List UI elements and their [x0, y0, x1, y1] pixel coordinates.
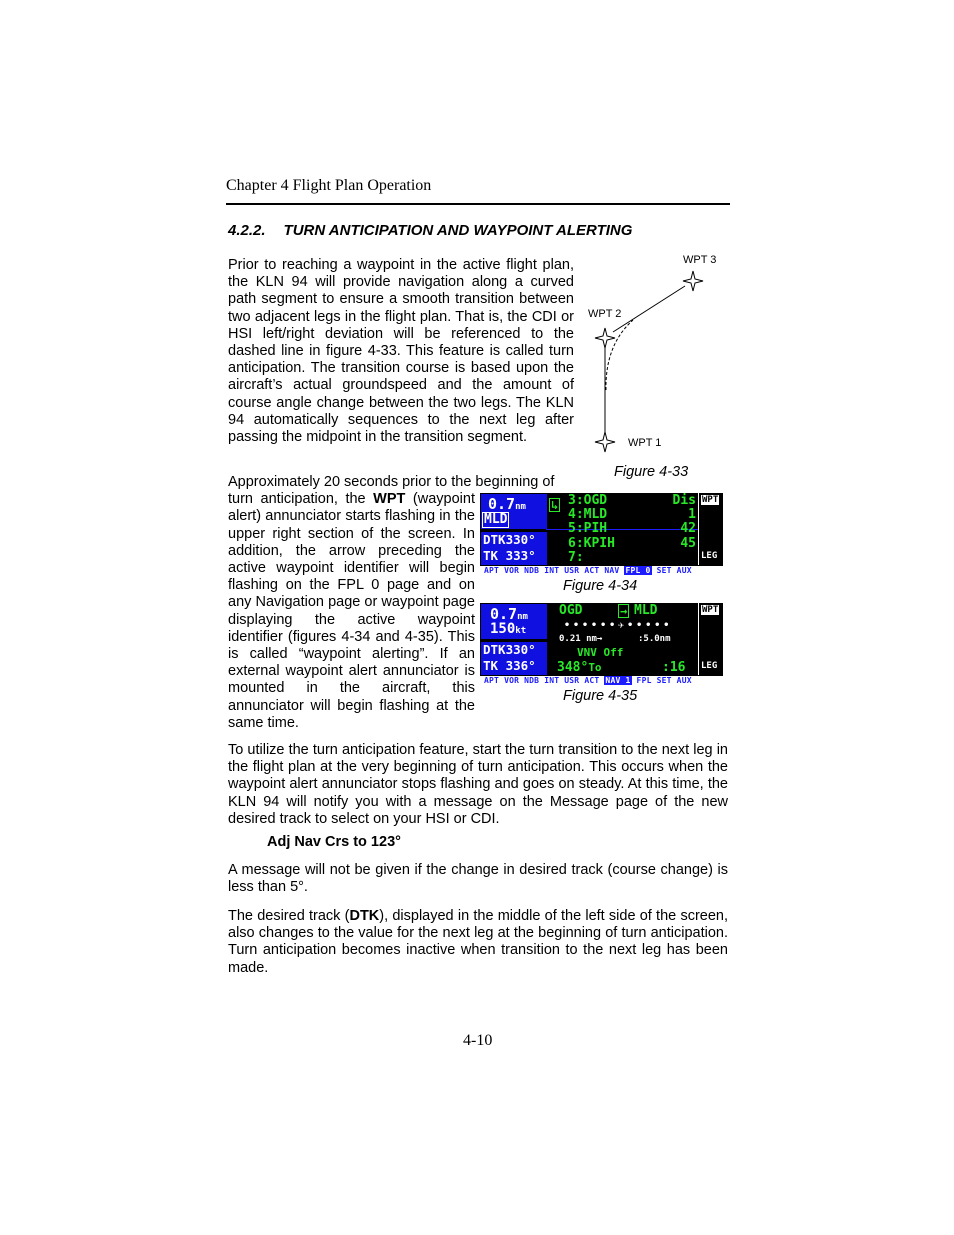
row-num: 6 [568, 535, 576, 551]
waypoint-star-icon [683, 271, 703, 291]
paragraph-2-text-a: turn anticipation, the [228, 491, 374, 508]
row-ident: MLD [583, 507, 608, 523]
from-waypoint: OGD [559, 603, 583, 618]
page-number: 4-10 [463, 1032, 493, 1049]
paragraph-2-first-line: Approximately 20 seconds prior to the beginning of [228, 474, 555, 490]
section-number: 4.2.2. [228, 222, 266, 239]
paragraph-5-text-a: The desired track ( [228, 908, 350, 924]
leg-line-2-3 [613, 286, 685, 332]
row-value: 1 [688, 507, 696, 523]
paragraph-4: A message will not be given if the change in desired track (course change) is less than 5°. [228, 862, 728, 896]
distance-unit: nm [515, 502, 526, 512]
page-bar-end: SET AUX [656, 566, 692, 575]
to-flag: To [588, 661, 602, 674]
section-title: TURN ANTICIPATION AND WAYPOINT ALERTING [283, 222, 633, 239]
cdi-scale: ••••••✈••••• [564, 620, 673, 631]
flashing-arrow-icon: ↳ [551, 498, 559, 512]
leg-annunciator: LEG [701, 551, 718, 561]
row-value: 42 [680, 521, 696, 537]
page-bar-active: NAV 1 [605, 676, 631, 685]
page-bar-items: APT VOR NDB INT USR ACT [484, 676, 600, 685]
figure-4-33-diagram [585, 250, 725, 460]
arrow-right-icon: → [596, 634, 603, 644]
wpt-term: WPT [373, 491, 406, 508]
row-value: 45 [680, 535, 696, 551]
dtk-readout: DTK330° [483, 642, 536, 657]
page-bar-end: FPL SET AUX [636, 676, 692, 685]
paragraph-5 [228, 908, 728, 977]
fpl-list [568, 494, 698, 565]
vnv-status: VNV Off [577, 646, 624, 659]
paragraph-1: Prior to reaching a waypoint in the active flight plan, the KLN 94 will provide navigation along a curved path segment to ensure a smooth transition between two adjacent legs in the flight plan. That is, the CDI or HSI left/right deviation will be referenced to the dashed line in figure 4-33. This feature is called turn anticipation. The transition course is based upon the aircraft’s actual groundspeed and the amount of course angle change between the two legs. The KLN 94 automatically sequences to the next leg after passing the midpoint in the transition segment. [228, 257, 574, 446]
section-heading [228, 222, 632, 239]
wpt-annunciator: WPT [702, 495, 719, 505]
turn-transition-path [606, 320, 633, 390]
figure-4-34-screen [480, 493, 723, 576]
row-num: 4 [568, 507, 576, 523]
groundspeed-unit: kt [515, 626, 527, 636]
figure-4-33-caption: Figure 4-33 [614, 464, 689, 480]
row-num: 7 [568, 549, 576, 565]
figure-4-35-screen [480, 603, 723, 686]
list-item: 6:KPIH 45 [568, 535, 696, 551]
message-example: Adj Nav Crs to 123° [267, 834, 401, 850]
figure-4-35-caption: Figure 4-35 [563, 688, 638, 704]
aircraft-icon: ✈ [618, 620, 628, 631]
bearing-value: 348° [557, 660, 589, 675]
distance-readout [488, 495, 526, 513]
paragraph-5-text-b: ), displayed in the middle of the left side of the screen, also changes to the value for the next leg at the beginning of turn anticipation. Turn anticipation becomes inactive when transition to the next leg has been made. [228, 908, 728, 976]
wpt3-label: WPT 3 [683, 254, 717, 266]
waypoint-star-icon [595, 432, 615, 452]
paragraph-2-text-b: (waypoint alert) annunciator starts flashing in the upper right section of the screen. In addition, the arrow preceding the active waypoint identifier will begin flashing on the FPL 0 page and on any Navigation page or waypoint page displaying the active waypoint identifier (figures 4-34 and 4-35). This is called “waypoint alerting”. If an external waypoint alert annunciator is mounted in the aircraft, this annunciator will begin flashing at the same time. [228, 491, 475, 731]
groundspeed-readout [490, 621, 526, 637]
page-bar [480, 676, 723, 686]
header-rule [226, 203, 730, 205]
annunciator-divider [698, 603, 699, 675]
time-to-waypoint: :16 [662, 660, 686, 675]
row-ident: OGD [583, 493, 608, 508]
figure-4-34-caption: Figure 4-34 [563, 578, 638, 594]
leg-annunciator: LEG [701, 661, 718, 671]
row-num: 5 [568, 521, 576, 537]
dtk-term: DTK [349, 908, 380, 924]
wpt-annunciator: WPT [702, 605, 719, 615]
page-bar-items: APT VOR NDB INT USR ACT NAV [484, 566, 620, 575]
row-ident: PIH [583, 521, 608, 537]
list-item: 7: [568, 549, 584, 565]
list-item: 4:MLD 1 [568, 507, 696, 523]
wpt2-label: WPT 2 [588, 308, 622, 320]
groundspeed-value: 150 [490, 621, 516, 637]
distance-value: 0.7 [488, 495, 516, 513]
paragraph-3: To utilize the turn anticipation feature, start the turn transition to the next leg in the flight plan at the very beginning of turn anticipation. This occurs when the waypoint alert annunciator stops flashing and goes on steady. At this time, the KLN 94 will notify you with a message on the Message page of the new desired track to select on your HSI or CDI. [228, 742, 728, 827]
row-value: Dis [672, 493, 696, 508]
chapter-header: Chapter 4 Flight Plan Operation [226, 177, 432, 194]
active-waypoint-ident: MLD [484, 512, 508, 527]
to-waypoint: MLD [634, 603, 658, 618]
tk-readout: TK 336° [483, 658, 536, 673]
cdi-scale-value: :5.0nm [638, 634, 671, 644]
row-ident: KPIH [583, 535, 615, 551]
flashing-arrow-icon: → [620, 604, 628, 618]
wpt1-label: WPT 1 [628, 437, 662, 449]
cdi-deviation [559, 634, 602, 644]
dtk-readout: DTK330° [483, 532, 536, 547]
list-item: 3:OGD Dis [568, 493, 696, 508]
page-bar-active: FPL 0 [625, 566, 651, 575]
distance-value: 0.7 [490, 605, 518, 623]
list-item: 5:PIH 42 [568, 521, 696, 537]
page-bar [480, 566, 723, 576]
waypoint-star-icon [595, 328, 615, 348]
distance-unit: nm [517, 612, 528, 622]
row-num: 3 [568, 493, 576, 508]
tk-readout: TK 333° [483, 548, 536, 563]
deviation-value: 0.21 nm [559, 634, 597, 644]
bearing-readout [557, 660, 602, 675]
annunciator-divider [698, 493, 699, 565]
